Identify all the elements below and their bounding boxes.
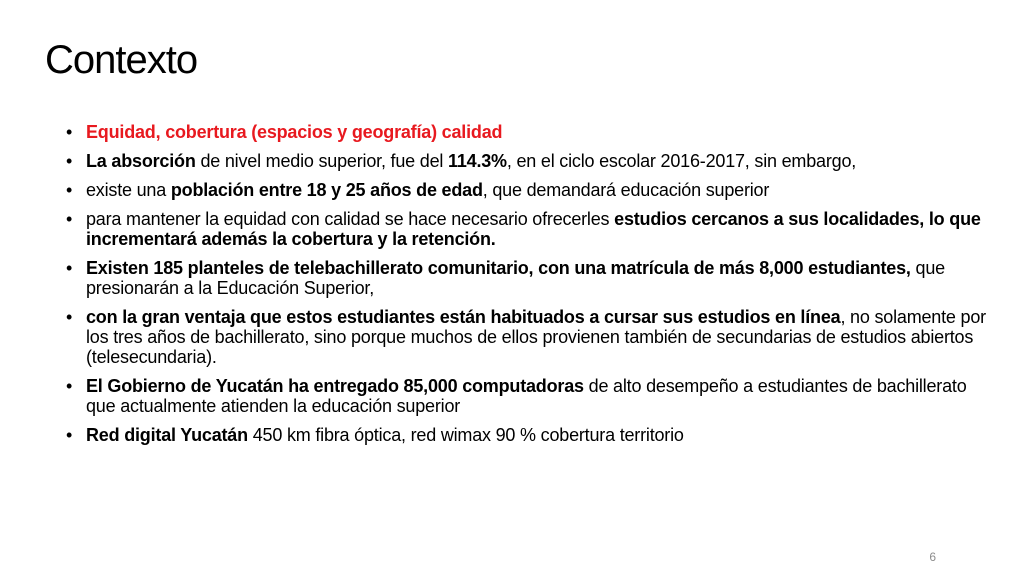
bullet-item — [66, 180, 996, 200]
bullet-text: de nivel medio superior, fue del — [195, 151, 448, 171]
bullet-text-bold: con la gran ventaja que estos estudiantes están habituados a cursar sus estudios en línea — [86, 307, 841, 327]
bullet-text: que presionarán a la Educación Superior, — [86, 258, 945, 298]
page-number: 6 — [929, 550, 936, 564]
bullet-icon: • — [66, 307, 73, 327]
bullet-text-bold: 114.3% — [448, 151, 507, 171]
bullet-text-bold: población entre 18 y 25 años de edad — [170, 180, 483, 200]
bullet-text-bold: estudios cercanos a sus localidades, lo que incrementará además la cobertura y la retención. — [86, 209, 981, 249]
bullet-icon: • — [66, 151, 73, 171]
bullet-text-bold: La absorción — [86, 151, 196, 171]
bullet-item — [66, 122, 996, 142]
bullet-text: de alto desempeño a estudiantes de bachillerato que actualmente atienden la educación superior — [86, 376, 967, 416]
bullet-list — [66, 122, 996, 454]
bullet-text: 450 km fibra óptica, red wimax 90 % cobertura territorio — [247, 425, 684, 445]
bullet-text-bold: Equidad, cobertura (espacios y geografía) calidad — [86, 122, 503, 142]
bullet-text: , que demandará educación superior — [482, 180, 770, 200]
bullet-icon: • — [66, 209, 73, 229]
bullet-icon: • — [66, 122, 73, 142]
bullet-text: , no solamente por los tres años de bachillerato, sino porque muchos de ellos provienen también de secundarias de estudios abiertos (telesecundaria). — [86, 307, 986, 367]
bullet-icon: • — [66, 425, 73, 445]
bullet-text-bold: Red digital Yucatán — [86, 425, 248, 445]
bullet-item — [66, 376, 996, 416]
bullet-text: para mantener la equidad con calidad se hace necesario ofrecerles — [86, 209, 615, 229]
bullet-text: , en el ciclo escolar 2016-2017, sin embargo, — [506, 151, 857, 171]
bullet-icon: • — [66, 376, 73, 396]
bullet-item — [66, 258, 996, 298]
bullet-text-bold: Existen 185 planteles de telebachillerato comunitario, con una matrícula de más 8,000 estudiantes, — [86, 258, 911, 278]
bullet-item — [66, 151, 996, 171]
bullet-item — [66, 209, 996, 249]
bullet-item — [66, 307, 996, 367]
bullet-text: existe una — [86, 180, 171, 200]
bullet-icon: • — [66, 180, 73, 200]
bullet-icon: • — [66, 258, 73, 278]
bullet-text-bold: El Gobierno de Yucatán ha entregado 85,000 computadoras — [86, 376, 584, 396]
bullet-item — [66, 425, 996, 445]
slide-title: Contexto — [45, 38, 198, 82]
